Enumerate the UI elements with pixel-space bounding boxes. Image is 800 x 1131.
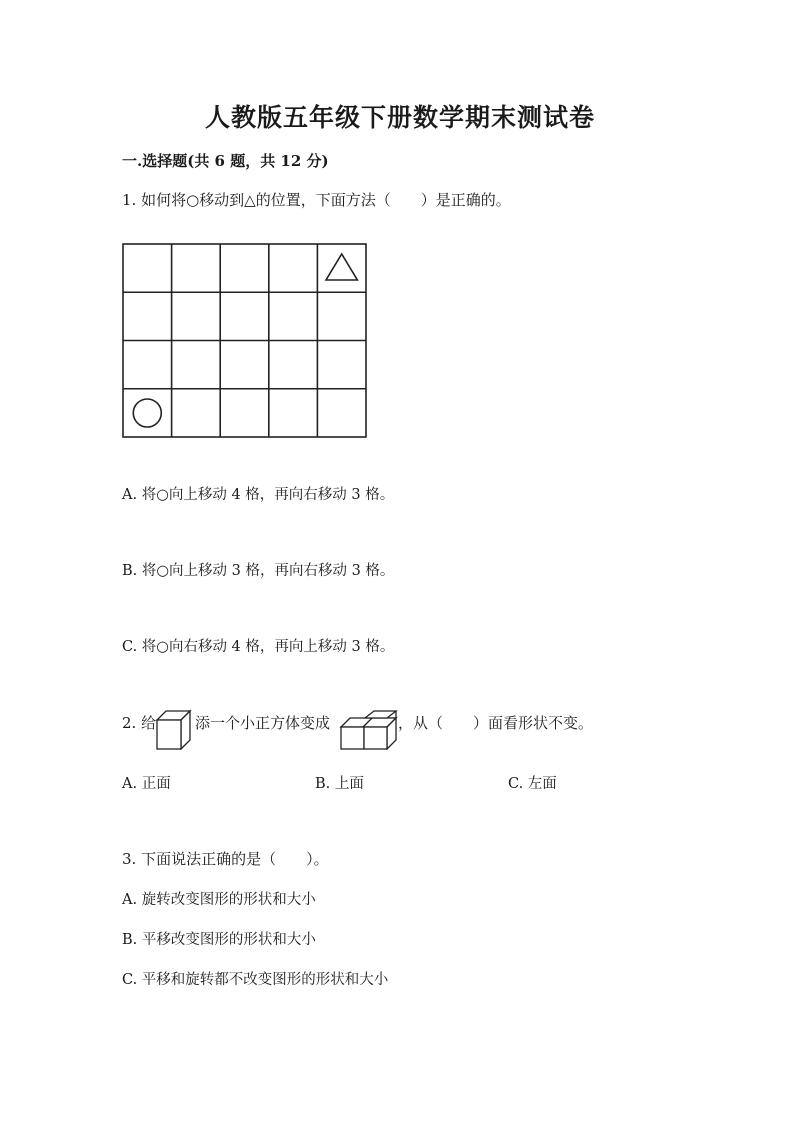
question-3-option-b: B. 平移改变图形的形状和大小 — [122, 932, 316, 948]
cube-figure-before — [155, 708, 193, 750]
question-1-option-a: A. 将○向上移动 4 格，再向右移动 3 格。 — [122, 487, 395, 503]
question-2-option-c: C. 左面 — [508, 776, 557, 792]
cube-figure-after — [339, 708, 401, 750]
question-3-option-a: A. 旋转改变图形的形状和大小 — [122, 892, 316, 908]
question-3-option-c: C. 平移和旋转都不改变图形的形状和大小 — [122, 972, 389, 988]
page-title: 人教版五年级下册数学期末测试卷 — [204, 103, 595, 132]
question-2-option-a: A. 正面 — [122, 776, 171, 792]
question-2-middle: 添一个小正方体变成 — [195, 714, 331, 732]
circle-shape — [133, 399, 161, 427]
triangle-shape — [326, 254, 357, 280]
question-1-grid — [122, 243, 368, 439]
question-2-suffix: ，从（ ）面看形状不变。 — [398, 714, 594, 732]
section-heading: 一.选择题(共 6 题，共 12 分) — [122, 152, 329, 170]
question-1-stem: 1. 如何将○移动到△的位置，下面方法（ ）是正确的。 — [122, 191, 511, 209]
question-2-prefix: 2. 给 — [122, 714, 157, 732]
question-1-option-c: C. 将○向右移动 4 格，再向上移动 3 格。 — [122, 639, 395, 655]
question-2-option-b: B. 上面 — [315, 776, 364, 792]
question-3-stem: 3. 下面说法正确的是（ ）。 — [122, 850, 329, 868]
question-1-option-b: B. 将○向上移动 3 格，再向右移动 3 格。 — [122, 563, 395, 579]
